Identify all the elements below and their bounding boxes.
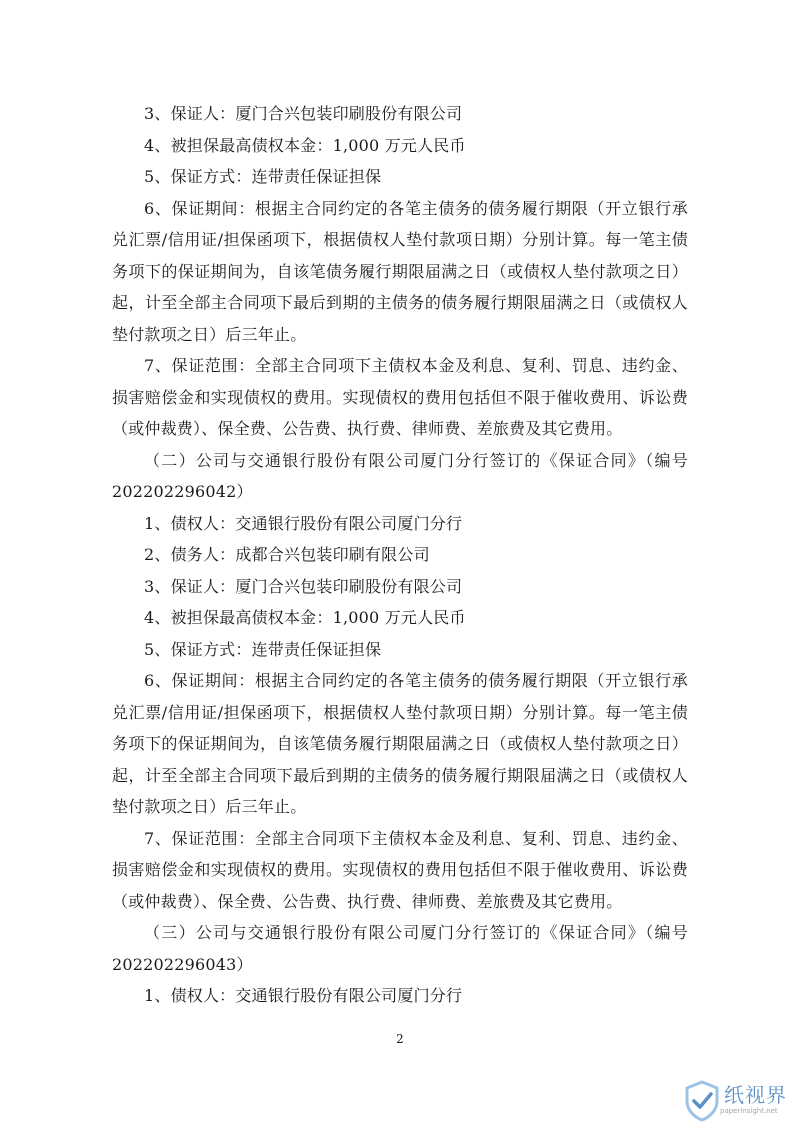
paragraph-guarantee-method-2: 5、保证方式：连带责任保证担保 xyxy=(144,639,382,659)
watermark-site: paperinsight.net xyxy=(720,1107,778,1115)
paragraph-guarantor-2: 3、保证人：厦门合兴包装印刷股份有限公司 xyxy=(144,576,463,596)
paragraph-guarantee-method-1: 5、保证方式：连带责任保证担保 xyxy=(144,167,382,186)
page-number: 2 xyxy=(396,1032,404,1046)
section-heading-contract-2: （二）公司与交通银行股份有限公司厦门分行签订的《保证合同》（编号202202296042） xyxy=(112,450,688,501)
paragraph-guarantee-scope-2: 7、保证范围：全部主合同项下主债权本金及利息、复利、罚息、违约金、损害赔偿金和实现债权的费用。实现债权的费用包括但不限于催收费用、诉讼费（或仲裁费）、保全费、公告费、执行费、律师费、差旅费及其它费用。 xyxy=(112,828,688,911)
section-heading-contract-3: （三）公司与交通银行股份有限公司厦门分行签订的《保证合同》（编号202202296043） xyxy=(112,923,688,974)
paragraph-creditor-3: 1、债权人：交通银行股份有限公司厦门分行 xyxy=(144,986,463,1005)
paragraph-guarantee-period-2: 6、保证期间：根据主合同约定的各笔主债务的债务履行期限（开立银行承兑汇票/信用证/担保函项下，根据债权人垫付款项日期）分别计算。每一笔主债务项下的保证期间为，自该笔债务履行期限届满之日（或债权人垫付款项之日）起，计至全部主合同项下最后到期的主债务的债务履行期限届满之日（或债权人垫付款项之日）后三年止。 xyxy=(112,671,688,816)
paragraph-guarantor-1: 3、保证人：厦门合兴包装印刷股份有限公司 xyxy=(144,104,463,123)
paragraph-max-principal-2: 4、被担保最高债权本金：1,000 万元人民币 xyxy=(144,608,466,627)
paragraph-debtor-2: 2、债务人：成都合兴包装印刷有限公司 xyxy=(144,545,430,564)
paragraph-max-principal-1: 4、被担保最高债权本金：1,000 万元人民币 xyxy=(144,135,466,155)
document-body xyxy=(112,98,688,1012)
shield-check-icon xyxy=(682,1079,722,1123)
watermark-logo xyxy=(680,1077,790,1127)
paragraph-guarantee-period-1: 6、保证期间：根据主合同约定的各笔主债务的债务履行期限（开立银行承兑汇票/信用证/担保函项下，根据债权人垫付款项日期）分别计算。每一笔主债务项下的保证期间为，自该笔债务履行期限届满之日（或债权人垫付款项之日）起，计至全部主合同项下最后到期的主债务的债务履行期限届满之日（或债权人垫付款项之日）后三年止。 xyxy=(112,198,688,344)
watermark-brand: 纸视界 xyxy=(724,1083,787,1107)
paragraph-creditor-2: 1、债权人：交通银行股份有限公司厦门分行 xyxy=(144,513,463,533)
paragraph-guarantee-scope-1: 7、保证范围：全部主合同项下主债权本金及利息、复利、罚息、违约金、损害赔偿金和实现债权的费用。实现债权的费用包括但不限于催收费用、诉讼费（或仲裁费）、保全费、公告费、执行费、律师费、差旅费及其它费用。 xyxy=(112,356,688,438)
